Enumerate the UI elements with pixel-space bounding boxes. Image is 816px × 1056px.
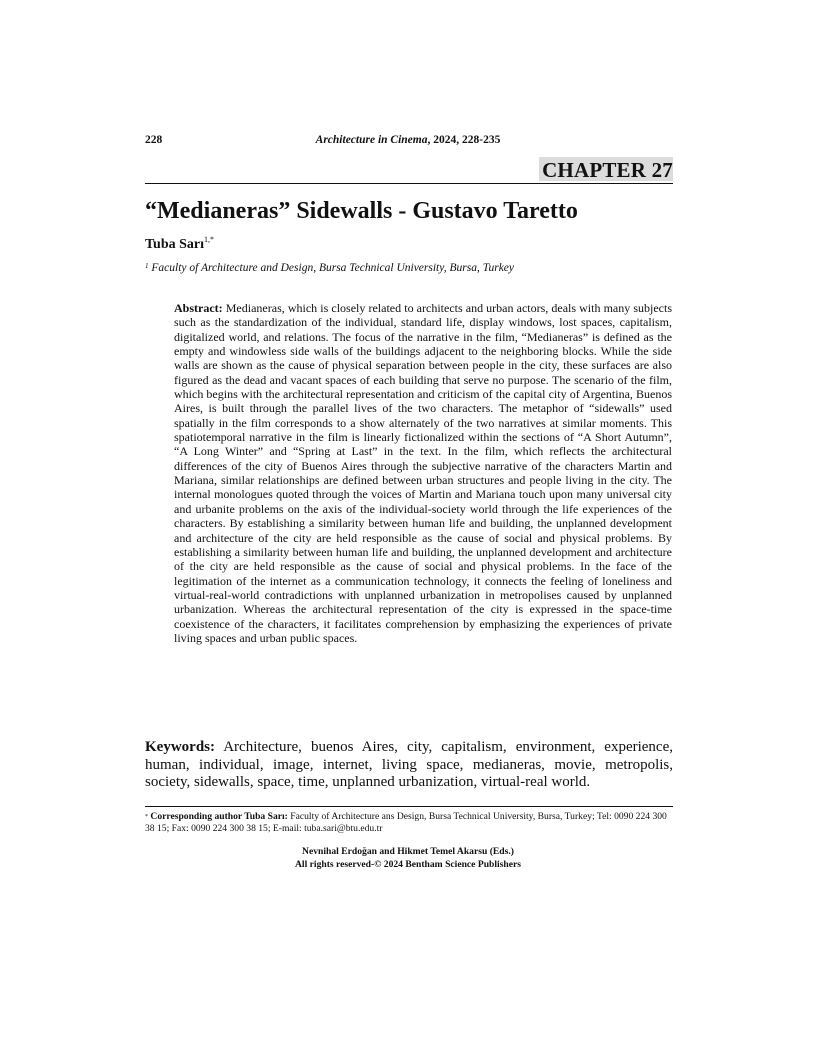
rights-line: All rights reserved-© 2024 Bentham Science Publishers bbox=[294, 858, 522, 870]
journal-name: Architecture in Cinema bbox=[315, 134, 428, 146]
affiliation-mark: 1 bbox=[145, 262, 149, 270]
affiliation-line bbox=[145, 262, 514, 274]
keywords-label: Keywords: bbox=[145, 739, 215, 755]
page-number: 228 bbox=[145, 134, 163, 146]
footnote-divider bbox=[145, 806, 673, 807]
editors-line: Nevnihal Erdoğan and Hikmet Temel Akarsu (Eds.) bbox=[302, 846, 514, 857]
abstract-text: Medianeras, which is closely related to architects and urban actors, deals with many subjects such as the standardization of the individual, standard life, display windows, lost spaces, capitalism, digitalized world, and relations. The focus of the narrative in the film, “Medianeras” is defined as the empty and windowless side walls of the buildings adjacent to the neighboring blocks. While the side walls are shown as the cause of physical separation between people in the city, these surfaces are also figured as the dead and vacant spaces of each building that serve no purpose. The scenario of the film, which begins with the architectural representation and criticism of the capital city of Argentina, Buenos Aires, is built through the parallel lives of the two characters. The metaphor of “sidewalls” used spatially in the film corresponds to a show alternately of the two narratives at similar moments. This spatiotemporal narrative in the film is linearly fictionalized within the sections of “A Short Autumn”, “A Long Winter” and “Spring at Last” in the text. In the film, which reflects the architectural differences of the city of Buenos Aires through the subjective narrative of the characters Martin and Mariana, similar relationships are defined between urban structures and people living in the city. The internal monologues quoted through the voices of Martin and Mariana touch upon many universal city and urbanite problems on the axis of the individual-society world through the life experiences of the characters. By establishing a similarity between human life and building, the unplanned development and architecture of the city are held responsible as the cause of social and physical problems. By establishing a similarity between human life and building, the unplanned development and architecture of the city are held responsible as the cause of social and physical problems. In the face of the legitimation of the internet as a communication technology, it connects the feeling of loneliness and virtual-real-world contradictions with unplanned urbanization in metropolises caused by unplanned urbanization. Whereas the architectural representation of the city is expressed in the space-time coexistence of the characters, it facilitates comprehension by emphasizing the experiences of private living spaces and urban public spaces. bbox=[174, 301, 672, 645]
author-line bbox=[145, 237, 214, 253]
footnote-mark: * bbox=[145, 814, 148, 820]
abstract-label: Abstract: bbox=[174, 301, 223, 315]
chapter-divider bbox=[145, 183, 673, 184]
keywords-text: Architecture, buenos Aires, city, capitalism, environment, experience, human, individual, image, internet, living space, medianeras, movie, metropolis, society, sidewalls, space, time, unplanned urbanization, virtual-real world. bbox=[145, 739, 673, 791]
keywords bbox=[145, 739, 673, 792]
running-head bbox=[0, 134, 816, 146]
abstract bbox=[174, 301, 672, 645]
affiliation-text: Faculty of Architecture and Design, Bursa Technical University, Bursa, Turkey bbox=[151, 262, 515, 274]
author-name: Tuba Sarı bbox=[145, 237, 205, 252]
author-marks: 1,* bbox=[204, 235, 215, 244]
journal-citation: , 2024, 228-235 bbox=[427, 134, 501, 146]
footnote-label: Corresponding author Tuba Sarı: bbox=[150, 811, 288, 822]
footnote bbox=[145, 811, 673, 835]
article-title: “Medianeras” Sidewalls - Gustavo Taretto bbox=[145, 198, 578, 224]
publisher-footer bbox=[0, 846, 816, 871]
chapter-label: CHAPTER 27 bbox=[542, 158, 673, 182]
footnote-text: Faculty of Architecture ans Design, Bursa Technical University, Bursa, Turkey; Tel: 0090 224 300 38 15; Fax: 0090 224 300 38 15; E-mail: tuba.sari@btu.edu.tr bbox=[145, 811, 667, 834]
